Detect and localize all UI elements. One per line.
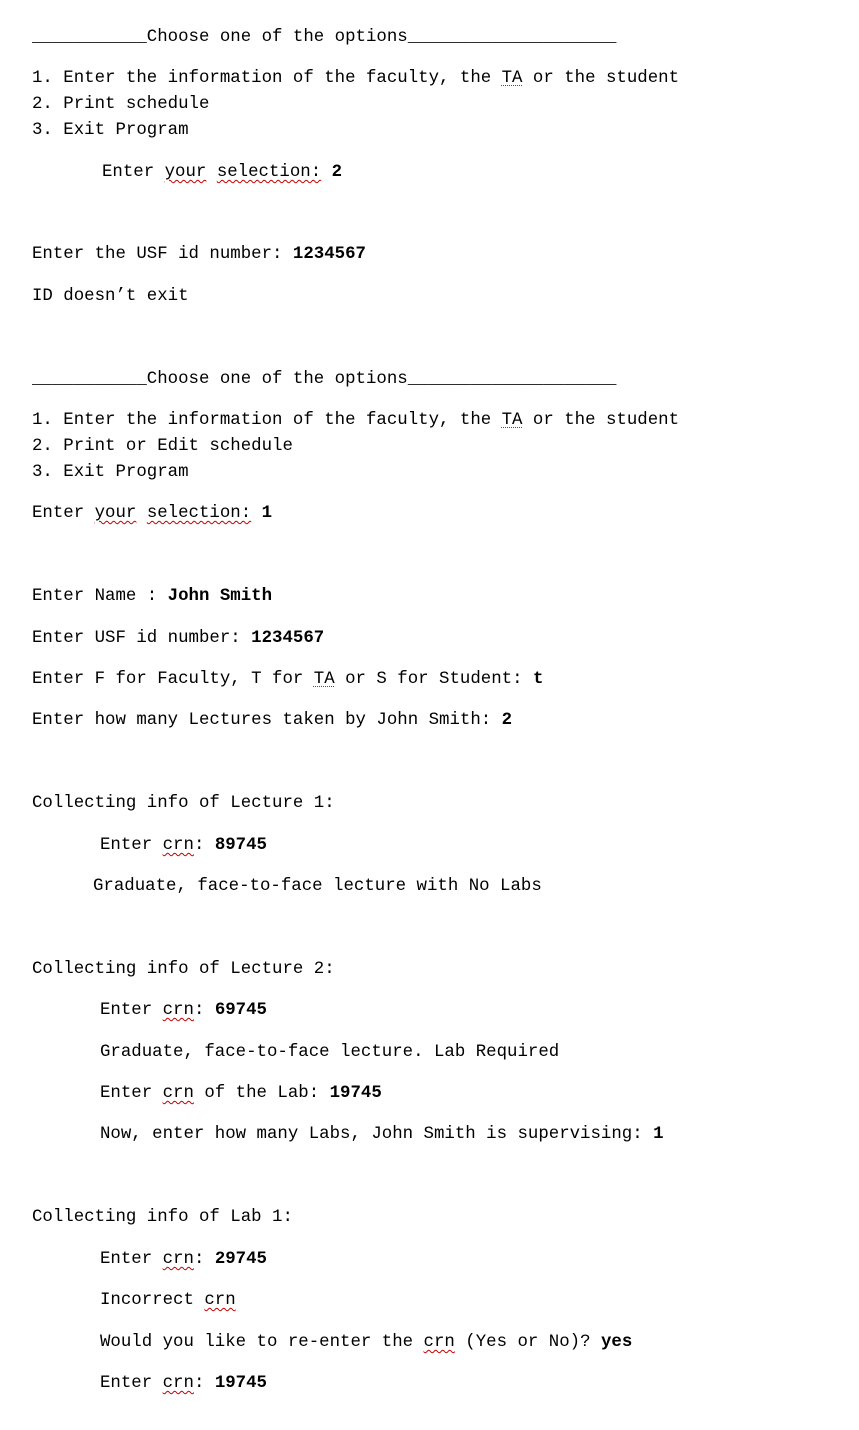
role-type-prompt: Enter F for Faculty, T for TA or S for Student: t bbox=[32, 670, 544, 689]
lecture-2-heading: Collecting info of Lecture 2: bbox=[32, 960, 335, 979]
lab-1-crn-prompt: Enter crn: 29745 bbox=[100, 1250, 267, 1269]
lab-1-heading: Collecting info of Lab 1: bbox=[32, 1208, 293, 1227]
reenter-crn-answer: yes bbox=[600, 1333, 633, 1352]
lectures-count-answer: 2 bbox=[501, 711, 513, 730]
menu-2-header: ___________Choose one of the options____________________ bbox=[32, 370, 617, 389]
name-answer: John Smith bbox=[167, 587, 273, 606]
menu-1-selection-prompt: Enter your selection: 2 bbox=[102, 163, 343, 182]
labs-count-answer: 1 bbox=[653, 1125, 664, 1144]
usf-id-number-prompt: Enter USF id number: 1234567 bbox=[32, 629, 325, 648]
usf-id-answer: 1234567 bbox=[292, 245, 366, 264]
lab-1-crn-answer: 29745 bbox=[214, 1250, 267, 1269]
lecture-1-crn-prompt: Enter crn: 89745 bbox=[100, 836, 267, 855]
lecture-1-info: Graduate, face-to-face lecture with No Labs bbox=[93, 877, 542, 896]
lecture-2-crn-answer: 69745 bbox=[214, 1001, 267, 1020]
incorrect-crn-message: Incorrect crn bbox=[100, 1291, 236, 1310]
role-type-answer: t bbox=[532, 670, 544, 689]
reenter-crn-prompt: Would you like to re-enter the crn (Yes or No)? yes bbox=[100, 1333, 633, 1352]
lecture-1-crn-answer: 89745 bbox=[214, 836, 267, 855]
lab-crn-prompt: Enter crn of the Lab: 19745 bbox=[100, 1084, 382, 1103]
id-check-result: ID doesn’t exit bbox=[32, 287, 189, 306]
lab-1-crn-reentry-prompt: Enter crn: 19745 bbox=[100, 1374, 267, 1393]
menu-2-option-3: 3. Exit Program bbox=[32, 463, 189, 482]
menu-1-header: ___________Choose one of the options____________________ bbox=[32, 28, 617, 47]
lab-crn-answer: 19745 bbox=[329, 1084, 382, 1103]
usf-id-prompt: Enter the USF id number: 1234567 bbox=[32, 245, 366, 264]
menu-1-selection-answer: 2 bbox=[331, 163, 343, 182]
lecture-2-crn-prompt: Enter crn: 69745 bbox=[100, 1001, 267, 1020]
name-prompt: Enter Name : John Smith bbox=[32, 587, 273, 606]
labs-count-prompt: Now, enter how many Labs, John Smith is supervising: 1 bbox=[100, 1125, 664, 1144]
menu-2-option-2: 2. Print or Edit schedule bbox=[32, 437, 293, 456]
lab-1-crn-reentry-answer: 19745 bbox=[214, 1374, 267, 1393]
menu-2-selection-prompt: Enter your selection: 1 bbox=[32, 504, 273, 523]
usf-id-number-answer: 1234567 bbox=[251, 629, 325, 648]
menu-1-option-1: 1. Enter the information of the faculty, the TA or the student bbox=[32, 69, 680, 88]
menu-2-option-1: 1. Enter the information of the faculty, the TA or the student bbox=[32, 411, 680, 430]
lecture-1-heading: Collecting info of Lecture 1: bbox=[32, 794, 335, 813]
lectures-count-prompt: Enter how many Lectures taken by John Smith: 2 bbox=[32, 711, 513, 730]
menu-1-option-2: 2. Print schedule bbox=[32, 95, 210, 114]
lecture-2-info: Graduate, face-to-face lecture. Lab Required bbox=[100, 1043, 560, 1062]
menu-2-selection-answer: 1 bbox=[261, 504, 273, 523]
menu-1-option-3: 3. Exit Program bbox=[32, 121, 189, 140]
